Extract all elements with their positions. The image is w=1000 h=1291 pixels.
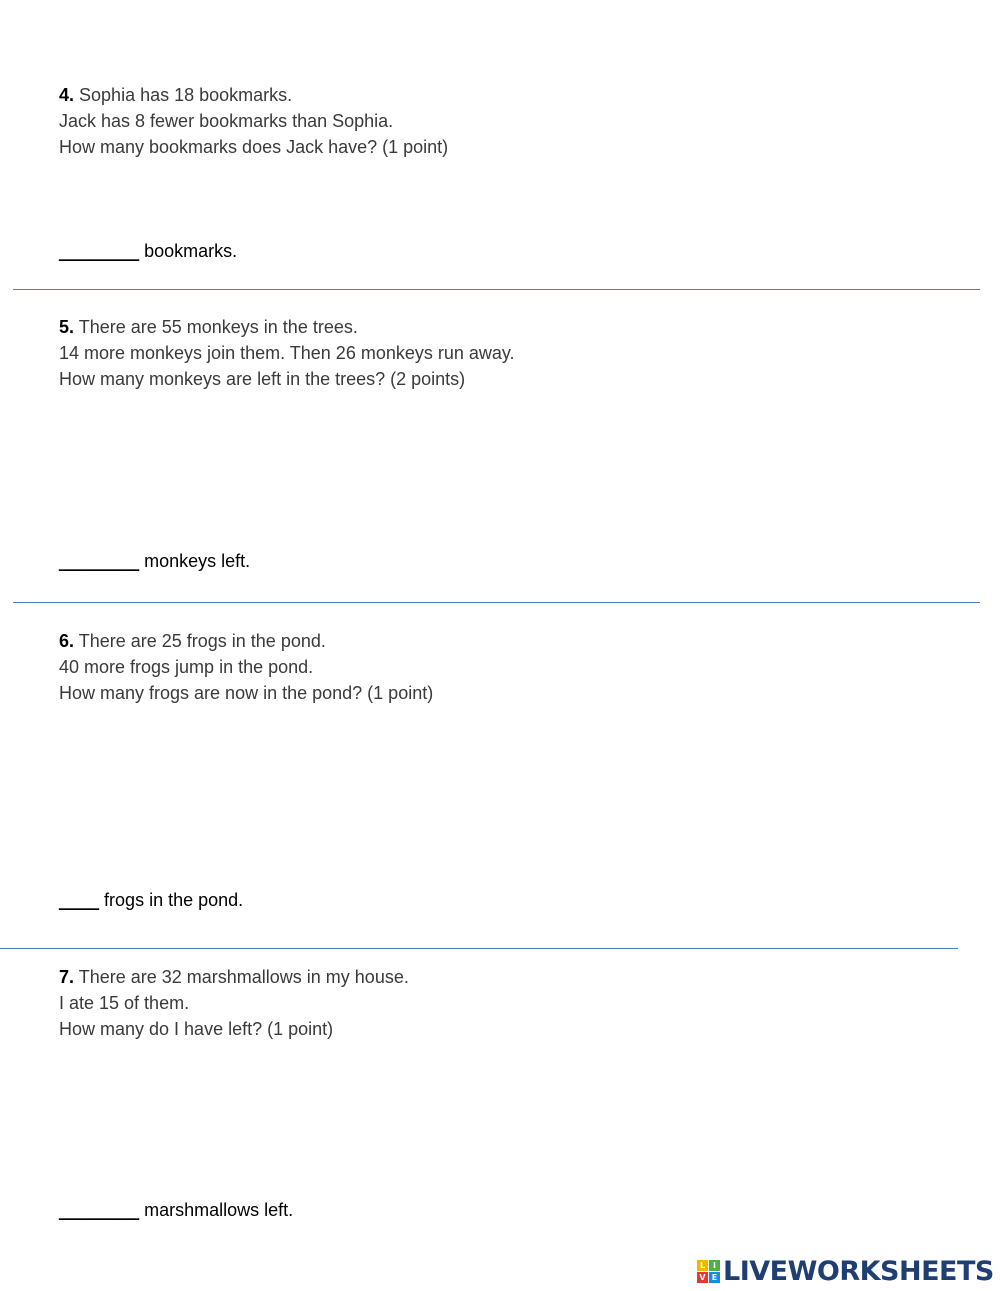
question-4-answer-blank[interactable]: ________ [59,241,140,261]
logo-letter-i: I [709,1260,720,1271]
question-5-line-3: How many monkeys are left in the trees? (2 points) [59,369,466,389]
question-4-line-3: How many bookmarks does Jack have? (1 point) [59,137,449,157]
question-5-number: 5. [59,317,75,337]
question-6-answer [59,887,243,913]
logo-letter-v: V [697,1272,708,1283]
question-6-line-2: 40 more frogs jump in the pond. [59,657,314,677]
question-7-answer [59,1197,293,1223]
question-6-number: 6. [59,631,75,651]
question-6-line-1 [59,628,326,654]
question-7-line-2: I ate 15 of them. [59,993,190,1013]
question-7-number: 7. [59,967,75,987]
logo-blocks-icon [697,1260,720,1283]
question-6-answer-blank[interactable]: ____ [59,890,100,910]
logo-letter-l: L [697,1260,708,1271]
question-5-answer-blank[interactable]: ________ [59,551,140,571]
question-5-text-1: There are 55 monkeys in the trees. [78,317,358,337]
question-7-line-1 [59,964,409,990]
question-5-answer-label: monkeys left. [139,551,251,571]
divider-2 [13,602,980,603]
divider-1 [13,289,980,290]
question-7-line-3: How many do I have left? (1 point) [59,1019,334,1039]
question-4-line-1 [59,82,292,108]
question-4-line-2: Jack has 8 fewer bookmarks than Sophia. [59,111,394,131]
logo-text: LIVEWORKSHEETS [723,1255,994,1287]
question-5-line-2: 14 more monkeys join them. Then 26 monkeys run away. [59,343,515,363]
logo-letter-e: E [709,1272,720,1283]
question-6-text-1: There are 25 frogs in the pond. [78,631,326,651]
question-7-answer-label: marshmallows left. [139,1200,294,1220]
question-4-answer-label: bookmarks. [139,241,238,261]
question-6-line-3: How many frogs are now in the pond? (1 point) [59,683,434,703]
question-4-answer [59,238,237,264]
question-6-answer-label: frogs in the pond. [99,890,244,910]
question-4-text-1: Sophia has 18 bookmarks. [79,85,293,105]
question-4-number: 4. [59,85,75,105]
divider-3 [0,948,958,949]
question-7-text-1: There are 32 marshmallows in my house. [78,967,409,987]
question-5-line-1 [59,314,358,340]
liveworksheets-logo [697,1256,994,1286]
question-7-answer-blank[interactable]: ________ [59,1200,140,1220]
question-5-answer [59,548,250,574]
